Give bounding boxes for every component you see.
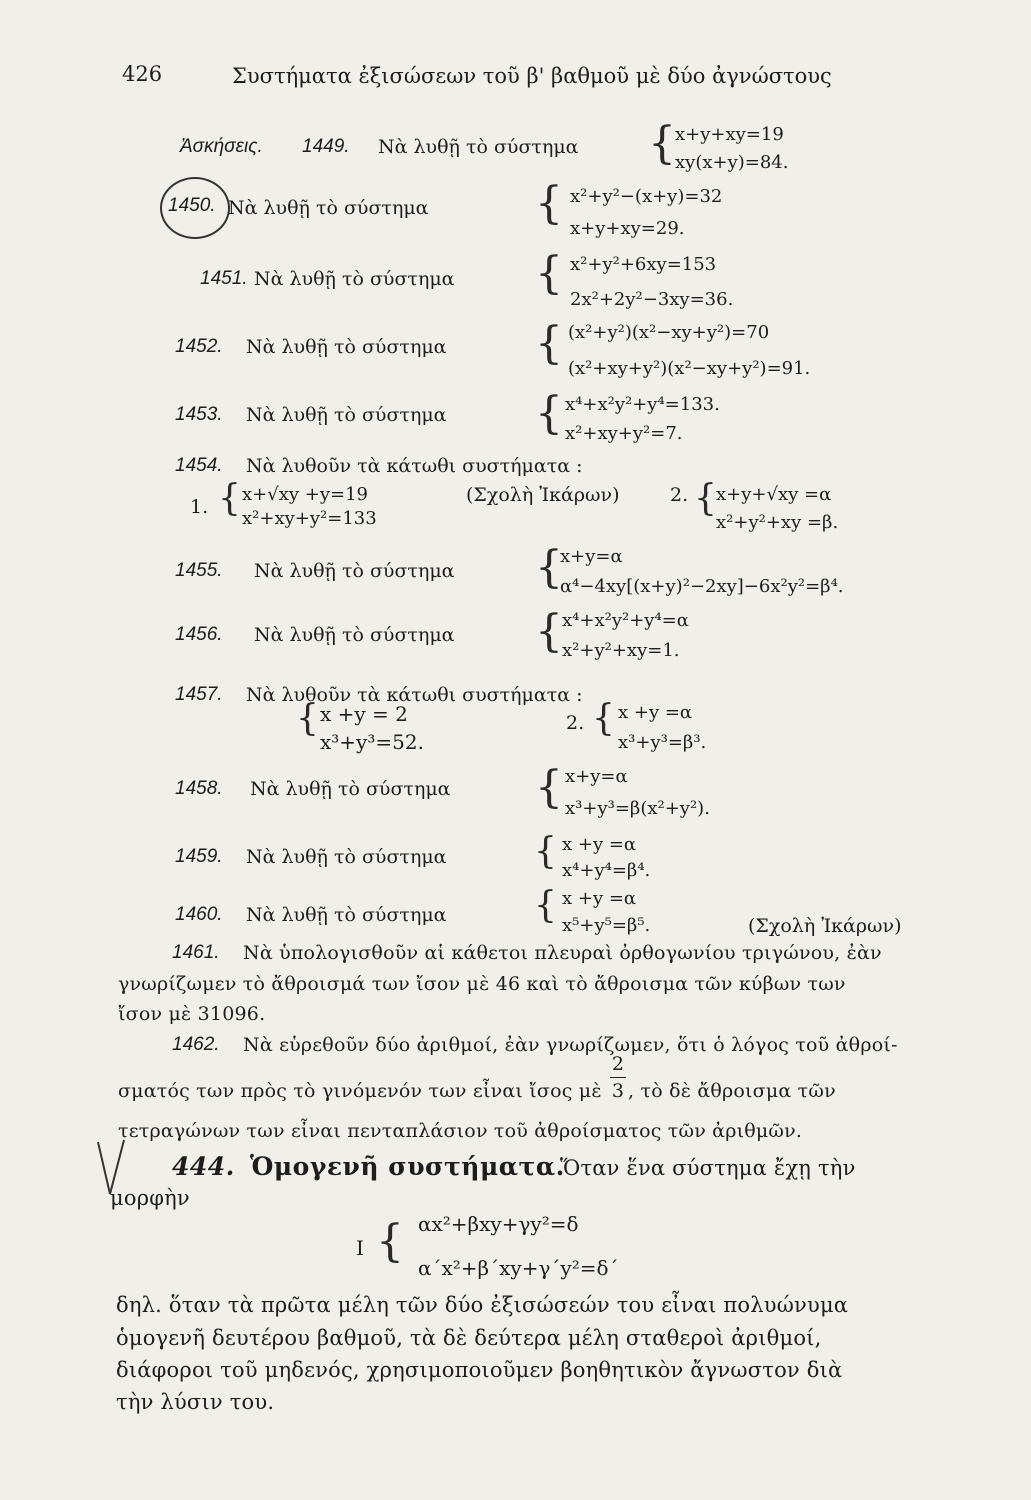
equation: x+√xy +y=19 (242, 484, 368, 505)
equation: x+y+xy=29. (570, 218, 685, 239)
paragraph-line: Νὰ εὑρεθοῦν δύο ἀριθμοί, ἐὰν γνωρίζωμεν, ὅτι ὁ λόγος τοῦ ἀθροί- (243, 1034, 898, 1056)
exercise-number: 1451. (200, 268, 248, 289)
equation: x+y+√xy =α (716, 484, 832, 505)
equation: (x²+y²)(x²−xy+y²)=70 (568, 322, 770, 343)
system-brace: { (535, 542, 563, 593)
equation: x²+xy+y²=7. (565, 423, 683, 444)
equation: 2x²+2y²−3xy=36. (570, 289, 734, 310)
equation: x³+y³=52. (320, 730, 424, 754)
exercise-number: 1460. (175, 904, 223, 925)
paragraph-line: ὁμογενῆ δευτέρου βαθμοῦ, τὰ δὲ δεύτερα μέλη σταθεροὶ ἀριθμοί, (116, 1326, 822, 1350)
equation: x²+y²+xy=1. (562, 640, 680, 661)
exercise-number: 1461. (172, 942, 220, 963)
fraction-denominator: 3 (611, 1080, 625, 1102)
system-brace: { (535, 606, 563, 657)
exercise-text: Νὰ λυθῇ τὸ σύστημα (250, 778, 451, 800)
system-brace: { (535, 318, 563, 369)
equation: x⁴+x²y²+y⁴=α (562, 610, 689, 631)
paragraph-line: Ὅταν ἕνα σύστημα ἔχῃ τὴν (560, 1156, 856, 1180)
equation: x +y =α (562, 834, 637, 855)
system-brace: { (218, 478, 241, 519)
exercise-number: 1455. (175, 560, 223, 581)
system-brace: { (648, 118, 676, 169)
exercise-text: Νὰ λυθῇ τὸ σύστημα (254, 560, 455, 582)
exercise-text: Νὰ λυθῇ τὸ σύστημα (246, 404, 447, 426)
equation: x³+y³=β(x²+y²). (565, 798, 710, 819)
equation: x²+xy+y²=133 (242, 508, 377, 529)
source-note: (Σχολὴ Ἰκάρων) (466, 484, 620, 506)
exercise-number: 1457. (175, 684, 223, 705)
equation: x²+y²+6xy=153 (570, 254, 717, 275)
exercise-text: Νὰ λυθῇ τὸ σύστημα (246, 846, 447, 868)
system-label: 2. (566, 712, 585, 734)
equation: x+y=α (565, 766, 628, 787)
exercise-number: 1462. (172, 1034, 220, 1055)
section-number: 444. (172, 1152, 235, 1181)
equation: x⁴+y⁴=β⁴. (562, 860, 651, 881)
exercise-number: 1449. (302, 136, 350, 157)
equation: x³+y³=β³. (618, 732, 707, 753)
exercise-text: Νὰ λυθῇ τὸ σύστημα (254, 268, 455, 290)
system-brace: { (535, 248, 563, 299)
exercise-text: Νὰ λυθῇ τὸ σύστημα (254, 624, 455, 646)
system-brace: { (694, 478, 717, 519)
equation: x +y = 2 (320, 702, 408, 726)
equation: (x²+xy+y²)(x²−xy+y²)=91. (568, 358, 811, 379)
equation: x+y+xy=19 (675, 124, 784, 145)
fraction (608, 1053, 628, 1102)
paragraph-line: ἴσον μὲ 31096. (118, 1003, 266, 1025)
equation: xy(x+y)=84. (675, 152, 789, 173)
paragraph-text: , τὸ δὲ ἄθροισμα τῶν (628, 1080, 836, 1102)
equation: α⁴−4xy[(x+y)²−2xy]−6x²y²=β⁴. (560, 576, 844, 597)
system-brace: { (376, 1216, 404, 1267)
system-brace: { (535, 178, 563, 229)
section-title: Ὁμογενῆ συστήματα. (250, 1152, 565, 1181)
equation: x⁴+x²y²+y⁴=133. (565, 394, 720, 415)
paragraph-line: γνωρίζωμεν τὸ ἄθροισμά των ἴσον μὲ 46 καὶ τὸ ἄθροισμα τῶν κύβων των (118, 973, 846, 995)
system-brace: { (592, 698, 615, 739)
equation: x +y =α (618, 702, 693, 723)
system-label: I (356, 1236, 364, 1260)
system-brace: { (534, 831, 557, 872)
running-title: Συστήματα ἐξισώσεων τοῦ β' βαθμοῦ μὲ δύο ἀγνώστους (232, 64, 832, 88)
equation: α΄x²+β΄xy+γ΄y²=δ΄ (418, 1256, 619, 1280)
exercise-text: Νὰ λυθῇ τὸ σύστημα (246, 904, 447, 926)
paragraph-line: τετραγώνων των εἶναι πενταπλάσιον τοῦ ἀθροίσματος τῶν ἀριθμῶν. (118, 1120, 803, 1142)
exercise-number: 1453. (175, 404, 223, 425)
equation: x²+y²+xy =β. (716, 512, 839, 533)
exercise-number: 1452. (175, 336, 223, 357)
exercise-number: 1454. (175, 455, 223, 476)
equation: x+y=α (560, 546, 623, 567)
exercise-number: 1456. (175, 624, 223, 645)
exercise-number: 1458. (175, 778, 223, 799)
system-brace: { (535, 762, 563, 813)
system-brace: { (534, 885, 557, 926)
page-number: 426 (122, 62, 163, 86)
exercise-text: Νὰ λυθῇ τὸ σύστημα (378, 136, 579, 158)
system-brace: { (296, 698, 319, 739)
exercise-number: 1450. (168, 195, 216, 216)
equation: αx²+βxy+γy²=δ (418, 1212, 579, 1236)
paragraph-line: Νὰ ὑπολογισθοῦν αἱ κάθετοι πλευραὶ ὀρθογωνίου τριγώνου, ἐὰν (243, 942, 882, 964)
exercise-text: Νὰ λυθῇ τὸ σύστημα (228, 197, 429, 219)
system-label: 1. (190, 496, 209, 518)
paragraph-line: τὴν λύσιν του. (116, 1390, 275, 1414)
paragraph-line: δηλ. ὅταν τὰ πρῶτα μέλη τῶν δύο ἐξισώσεών του εἶναι πολυώνυμα (116, 1293, 849, 1317)
paragraph-line (118, 1053, 836, 1102)
fraction-bar (610, 1077, 626, 1078)
fraction-numerator: 2 (611, 1053, 625, 1075)
system-brace: { (535, 388, 563, 439)
paragraph-line: διάφοροι τοῦ μηδενός, χρησιμοποιοῦμεν βοηθητικὸν ἄγνωστον διὰ (116, 1358, 843, 1382)
paragraph-line: μορφὴν (110, 1186, 190, 1210)
exercise-text: Νὰ λυθοῦν τὰ κάτωθι συστήματα : (246, 455, 583, 477)
exercise-text: Νὰ λυθῇ τὸ σύστημα (246, 336, 447, 358)
exercise-number: 1459. (175, 846, 223, 867)
equation: x⁵+y⁵=β⁵. (562, 915, 651, 936)
exercises-heading: Ἀσκήσεις. (180, 136, 263, 157)
system-label: 2. (670, 484, 689, 506)
paragraph-text: σματός των πρὸς τὸ γινόμενόν των εἶναι ἴσος μὲ (118, 1080, 602, 1102)
exercise-text: Νὰ λυθοῦν τὰ κάτωθι συστήματα : (246, 684, 583, 706)
equation: x²+y²−(x+y)=32 (570, 186, 723, 207)
source-note: (Σχολὴ Ἰκάρων) (748, 915, 902, 937)
equation: x +y =α (562, 888, 637, 909)
